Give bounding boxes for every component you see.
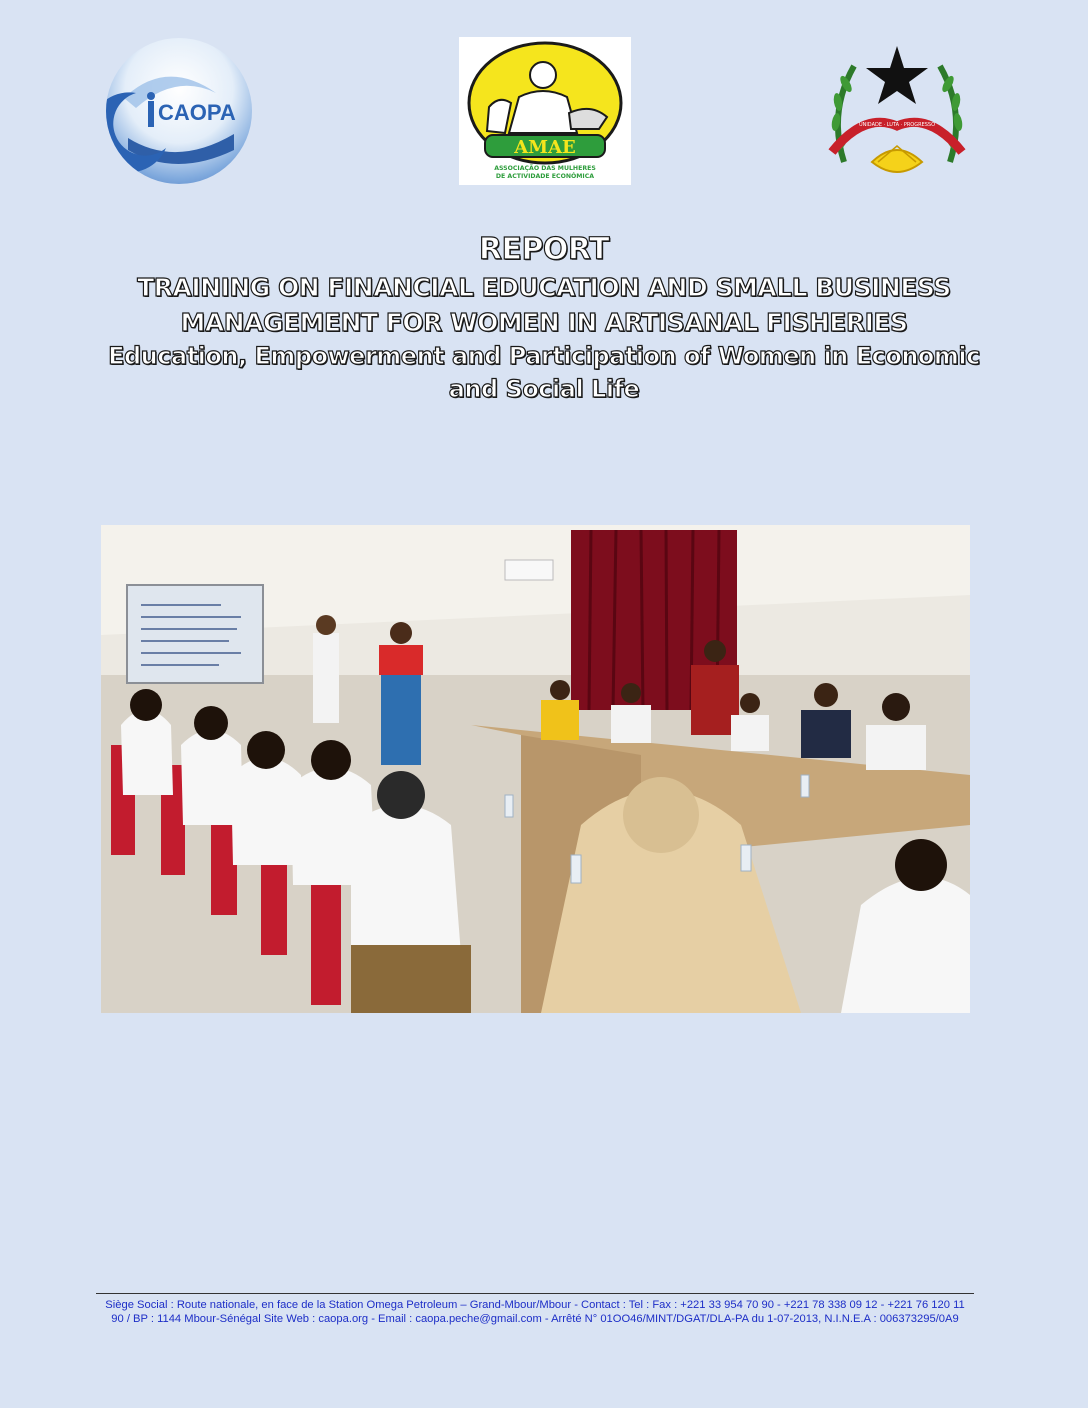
amae-logo	[459, 37, 631, 185]
caopa-logo-text: CAOPA	[158, 100, 236, 125]
svg-text:UNIDADE · LUTA · PROGRESSO: UNIDADE · LUTA · PROGRESSO	[858, 122, 936, 128]
page-footer	[96, 1293, 974, 1326]
coat-of-arms-logo	[824, 42, 970, 184]
svg-text:ASSOCIAÇÃO DAS MULHERES: ASSOCIAÇÃO DAS MULHERES	[494, 165, 596, 172]
report-heading: REPORT	[478, 232, 610, 267]
report-title-block	[60, 230, 1028, 406]
training-session-photo	[101, 525, 970, 1013]
svg-text:DE ACTIVIDADE ECONÓMICA: DE ACTIVIDADE ECONÓMICA	[495, 173, 595, 180]
amae-logo-text: AMAE	[514, 137, 576, 158]
report-subtitle-line-1: Education, Empowerment and Participation of Women in Economic	[108, 342, 980, 370]
footer-contact-text: Siège Social : Route nationale, en face de la Station Omega Petroleum – Grand-Mbour/Mbour - Contact : Tel : Fax : +221 33 954 70 90 - +221 78 338 09 12 - +221 76 120 11 90 / BP : 1144 Mbour-Sénégal Site Web : caopa.org - Email : caopa.peche@gmail.com - Arrêté N° 01OO46/MINT/DGAT/DLA-PA du 1-07-2013, N.I.N.E.A : 006373295/0A9	[105, 1299, 965, 1325]
report-title-line-1: TRAINING ON FINANCIAL EDUCATION AND SMALL BUSINESS	[137, 273, 951, 302]
report-title-line-2: MANAGEMENT FOR WOMEN IN ARTISANAL FISHERIES	[180, 308, 908, 337]
report-subtitle-line-2: and Social Life	[448, 375, 640, 403]
footer-divider	[96, 1293, 974, 1294]
caopa-logo	[106, 38, 252, 184]
